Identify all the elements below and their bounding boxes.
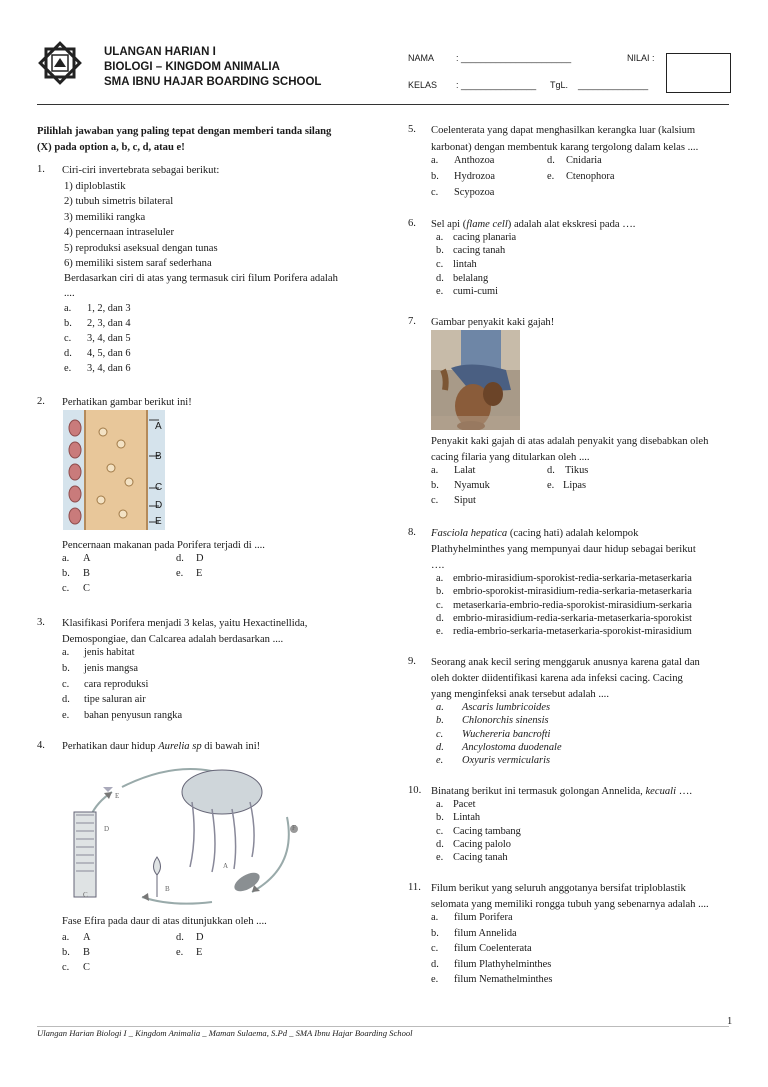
option-b-text: Chlonorchis sinensis <box>462 715 549 726</box>
option-b[interactable]: b. <box>62 947 70 958</box>
question-text: Fase Efira pada daur di atas ditunjukkan oleh .... <box>62 916 267 927</box>
option-a-text: Ascaris lumbricoides <box>462 702 551 713</box>
option-d[interactable]: d. <box>547 465 555 476</box>
instructions: Pilihlah jawaban yang paling tepat dengan memberi tanda silang (X) pada option a, b, c, d, atau e! <box>37 126 332 153</box>
option-e[interactable]: e. <box>436 286 444 297</box>
date-label: TgL. <box>550 80 569 90</box>
option-b[interactable]: b. <box>64 318 72 329</box>
option-c-text: cara reproduksi <box>84 679 149 690</box>
class-label: KELAS <box>408 80 438 90</box>
option-a[interactable]: a. <box>431 465 439 476</box>
option-e-text: filum Nemathelminthes <box>454 974 553 985</box>
option-c-text: metaserkaria-embrio-redia-sporokist-mirasidium-serkaria <box>453 600 692 611</box>
option-b[interactable]: b. <box>62 663 70 674</box>
option-c-text: 3, 4, dan 5 <box>87 333 131 344</box>
question-stem: Seorang anak kecil sering menggaruk anusnya karena gatal dan oleh dokter diidentifikasi karena ada infeksi cacing. Cacing yang menginfeksi anak tersebut adalah .... <box>431 657 700 700</box>
option-d-text: Cnidaria <box>566 155 602 166</box>
option-e[interactable]: e. <box>176 947 184 958</box>
option-b-text: embrio-sporokist-mirasidium-redia-serkaria-metaserkaria <box>453 586 692 597</box>
question-stem: Fasciola hepatica (cacing hati) adalah kelompok Plathyhelminthes yang mempunyai daur hidup sebagai berikut …. <box>431 528 696 571</box>
option-e[interactable]: e. <box>547 480 555 491</box>
question-text: Berdasarkan ciri di atas yang termasuk ciri filum Porifera adalah .... <box>64 273 338 299</box>
option-c[interactable]: c. <box>62 583 70 594</box>
option-e-text: Lipas <box>563 480 587 491</box>
option-b[interactable]: b. <box>436 245 444 256</box>
option-e-text: Cacing tanah <box>453 852 508 863</box>
option-e-text: E <box>196 947 203 958</box>
header-divider <box>37 104 729 105</box>
option-a[interactable]: a. <box>62 647 70 658</box>
option-e[interactable]: e. <box>436 755 444 766</box>
option-a-text: Anthozoa <box>454 155 495 166</box>
option-c-text: C <box>83 583 90 594</box>
option-c[interactable]: c. <box>431 187 439 198</box>
question-stem: Klasifikasi Porifera menjadi 3 kelas, yaitu Hexactinellida, Demospongiae, dan Calcarea adalah berdasarkan .... <box>62 618 308 645</box>
option-c-text: Siput <box>454 495 476 506</box>
option-e[interactable]: e. <box>64 363 72 374</box>
option-b-text: Nyamuk <box>454 480 490 491</box>
figure-label-b: B <box>155 451 162 462</box>
option-d[interactable]: d. <box>547 155 555 166</box>
question-number: 6. <box>408 218 416 229</box>
option-c[interactable]: c. <box>431 495 439 506</box>
question-number: 7. <box>408 316 416 327</box>
question-stem: Ciri-ciri invertebrata sebagai berikut: <box>62 165 220 176</box>
question-number: 2. <box>37 396 45 407</box>
option-d-text: D <box>196 553 204 564</box>
option-b-text: jenis mangsa <box>84 663 138 674</box>
option-e[interactable]: e. <box>547 171 555 182</box>
class-field[interactable]: : _______________ <box>456 80 537 90</box>
figure-label-f: F <box>292 824 296 832</box>
option-d[interactable]: d. <box>436 839 444 850</box>
option-d[interactable]: d. <box>436 273 444 284</box>
option-e[interactable]: e. <box>436 852 444 863</box>
question-text: Pencernaan makanan pada Porifera terjadi di .... <box>62 540 265 551</box>
option-d-text: Tikus <box>565 465 589 476</box>
option-c[interactable]: c. <box>436 826 444 837</box>
question-number: 8. <box>408 527 416 538</box>
question-stem: Perhatikan daur hidup Aurelia sp di bawah ini! <box>62 741 261 752</box>
option-a[interactable]: a. <box>62 932 70 943</box>
option-a-text: filum Porifera <box>454 912 513 923</box>
aurelia-lifecycle-figure <box>62 757 317 907</box>
figure-label-a: A <box>223 862 229 870</box>
option-b-text: B <box>83 568 90 579</box>
option-b[interactable]: b. <box>436 812 444 823</box>
option-c[interactable]: c. <box>436 600 444 611</box>
option-d[interactable]: d. <box>176 932 184 943</box>
option-c-text: Wuchereria bancrofti <box>462 729 551 740</box>
option-c[interactable]: c. <box>64 333 72 344</box>
option-b-text: filum Annelida <box>454 928 517 939</box>
question-stem: Sel api (flame cell) adalah alat ekskresi pada …. <box>431 219 636 230</box>
option-b[interactable]: b. <box>436 715 444 726</box>
question-stem: Gambar penyakit kaki gajah! <box>431 317 555 328</box>
option-a[interactable]: a. <box>64 303 72 314</box>
option-d-text: tipe saluran air <box>84 694 146 705</box>
question-number: 3. <box>37 617 45 628</box>
figure-label-c: C <box>155 482 163 493</box>
option-a-text: cacing planaria <box>453 232 517 243</box>
question-number: 5. <box>408 124 416 135</box>
option-a-text: 1, 2, dan 3 <box>87 303 131 314</box>
option-d-text: embrio-mirasidium-redia-serkaria-metaserkaria-sporokist <box>453 613 692 624</box>
option-a-text: jenis habitat <box>84 647 135 658</box>
option-b-text: Lintah <box>453 812 481 823</box>
option-a[interactable]: a. <box>436 232 444 243</box>
option-b[interactable]: b. <box>436 586 444 597</box>
option-c[interactable]: c. <box>436 729 444 740</box>
option-c-text: Scypozoa <box>454 187 495 198</box>
option-a[interactable]: a. <box>436 702 444 713</box>
option-b-text: B <box>83 947 90 958</box>
question-stem: Filum berikut yang seluruh anggotanya bersifat triploblastik selomata yang memiliki rongga tubuh yang sebenarnya adalah .... <box>431 883 709 910</box>
option-b-text: cacing tanah <box>453 245 506 256</box>
option-e-text: redia-embrio-serkaria-metaserkaria-sporokist-mirasidium <box>453 626 692 637</box>
question-number: 9. <box>408 656 416 667</box>
option-d-text: Ancylostoma duodenale <box>462 742 562 753</box>
name-label: NAMA <box>408 53 435 63</box>
option-c-text: lintah <box>453 259 477 270</box>
footer-text: Ulangan Harian Biologi I _ Kingdom Animalia _ Maman Sulaema, S.Pd _ SMA Ibnu Hajar Boarding School <box>37 1028 413 1038</box>
score-label: NILAI : <box>627 53 655 63</box>
page-number: 1 <box>727 1016 733 1027</box>
option-b[interactable]: b. <box>431 171 439 182</box>
option-d[interactable]: d. <box>436 613 444 624</box>
option-a-text: embrio-mirasidium-sporokist-redia-serkaria-metaserkaria <box>453 573 692 584</box>
figure-label-b: B <box>165 885 170 893</box>
question-number: 11. <box>408 882 421 893</box>
option-e[interactable]: e. <box>436 626 444 637</box>
figure-label-d: D <box>155 500 163 511</box>
option-a-text: A <box>83 553 91 564</box>
question-stem: Perhatikan gambar berikut ini! <box>62 397 192 408</box>
option-b[interactable]: b. <box>431 928 439 939</box>
header-title: ULANGAN HARIAN I BIOLOGI – KINGDOM ANIMALIA SMA IBNU HAJAR BOARDING SCHOOL <box>104 46 322 88</box>
option-e-text: 3, 4, dan 6 <box>87 363 131 374</box>
score-box[interactable] <box>666 53 731 93</box>
option-c[interactable]: c. <box>431 943 439 954</box>
option-d-text: filum Plathyhelminthes <box>454 959 552 970</box>
option-e-text: E <box>196 568 203 579</box>
figure-label-c: C <box>83 891 88 899</box>
elephantiasis-photo <box>431 330 520 430</box>
option-c-text: Cacing tambang <box>453 826 521 837</box>
option-a-text: Lalat <box>454 465 476 476</box>
option-a[interactable]: a. <box>436 573 444 584</box>
date-field[interactable]: ______________ <box>578 80 649 90</box>
figure-label-e: E <box>155 516 162 527</box>
figure-label-d: D <box>104 825 110 833</box>
option-b-text: Hydrozoa <box>454 171 495 182</box>
option-a[interactable]: a. <box>436 799 444 810</box>
option-a[interactable]: a. <box>62 553 70 564</box>
option-e[interactable]: e. <box>62 710 70 721</box>
option-b[interactable]: b. <box>62 568 70 579</box>
option-d[interactable]: d. <box>431 959 439 970</box>
option-e-text: Ctenophora <box>566 171 615 182</box>
option-b[interactable]: b. <box>431 480 439 491</box>
question-number: 1. <box>37 164 45 175</box>
school-logo <box>37 40 83 86</box>
option-e-text: cumi-cumi <box>453 286 499 297</box>
option-d-text: 4, 5, dan 6 <box>87 348 131 359</box>
option-c[interactable]: c. <box>436 259 444 270</box>
question-number: 10. <box>408 785 422 796</box>
option-d-text: Cacing palolo <box>453 839 512 850</box>
question-text: Penyakit kaki gajah di atas adalah penyakit yang disebabkan oleh cacing filaria yang ditularkan oleh .... <box>431 436 709 463</box>
question-number: 4. <box>37 740 45 751</box>
option-c[interactable]: c. <box>62 962 70 973</box>
figure-label-a: A <box>155 421 162 432</box>
porifera-figure <box>63 410 165 530</box>
criteria-list: 1) diploblastik 2) tubuh simetris bilateral 3) memiliki rangka 4) pencernaan intraseluler 5) reproduksi aseksual dengan tunas 6) memiliki sistem saraf sederhana <box>64 181 218 270</box>
question-stem: Binatang berikut ini termasuk golongan Annelida, kecuali …. <box>431 786 692 797</box>
option-a-text: Pacet <box>453 799 476 810</box>
option-b-text: 2, 3, dan 4 <box>87 318 131 329</box>
option-a[interactable]: a. <box>431 155 439 166</box>
option-d[interactable]: d. <box>436 742 444 753</box>
option-d[interactable]: d. <box>64 348 72 359</box>
option-d-text: D <box>196 932 204 943</box>
option-c-text: C <box>83 962 90 973</box>
option-e-text: bahan penyusun rangka <box>84 710 183 721</box>
option-d[interactable]: d. <box>176 553 184 564</box>
figure-label-e: E <box>115 792 120 800</box>
option-d-text: belalang <box>453 273 489 284</box>
option-a[interactable]: a. <box>431 912 439 923</box>
option-c-text: filum Coelenterata <box>454 943 532 954</box>
option-d[interactable]: d. <box>62 694 70 705</box>
option-a-text: A <box>83 932 91 943</box>
option-e[interactable]: e. <box>431 974 439 985</box>
option-e-text: Oxyuris vermicularis <box>462 755 551 766</box>
footer-divider <box>37 1026 729 1027</box>
name-field[interactable]: : ______________________ <box>456 53 572 63</box>
option-e[interactable]: e. <box>176 568 184 579</box>
option-c[interactable]: c. <box>62 679 70 690</box>
question-stem: Coelenterata yang dapat menghasilkan kerangka luar (kalsium karbonat) dengan membentuk karang tergolong dalam kelas .... <box>431 125 699 153</box>
